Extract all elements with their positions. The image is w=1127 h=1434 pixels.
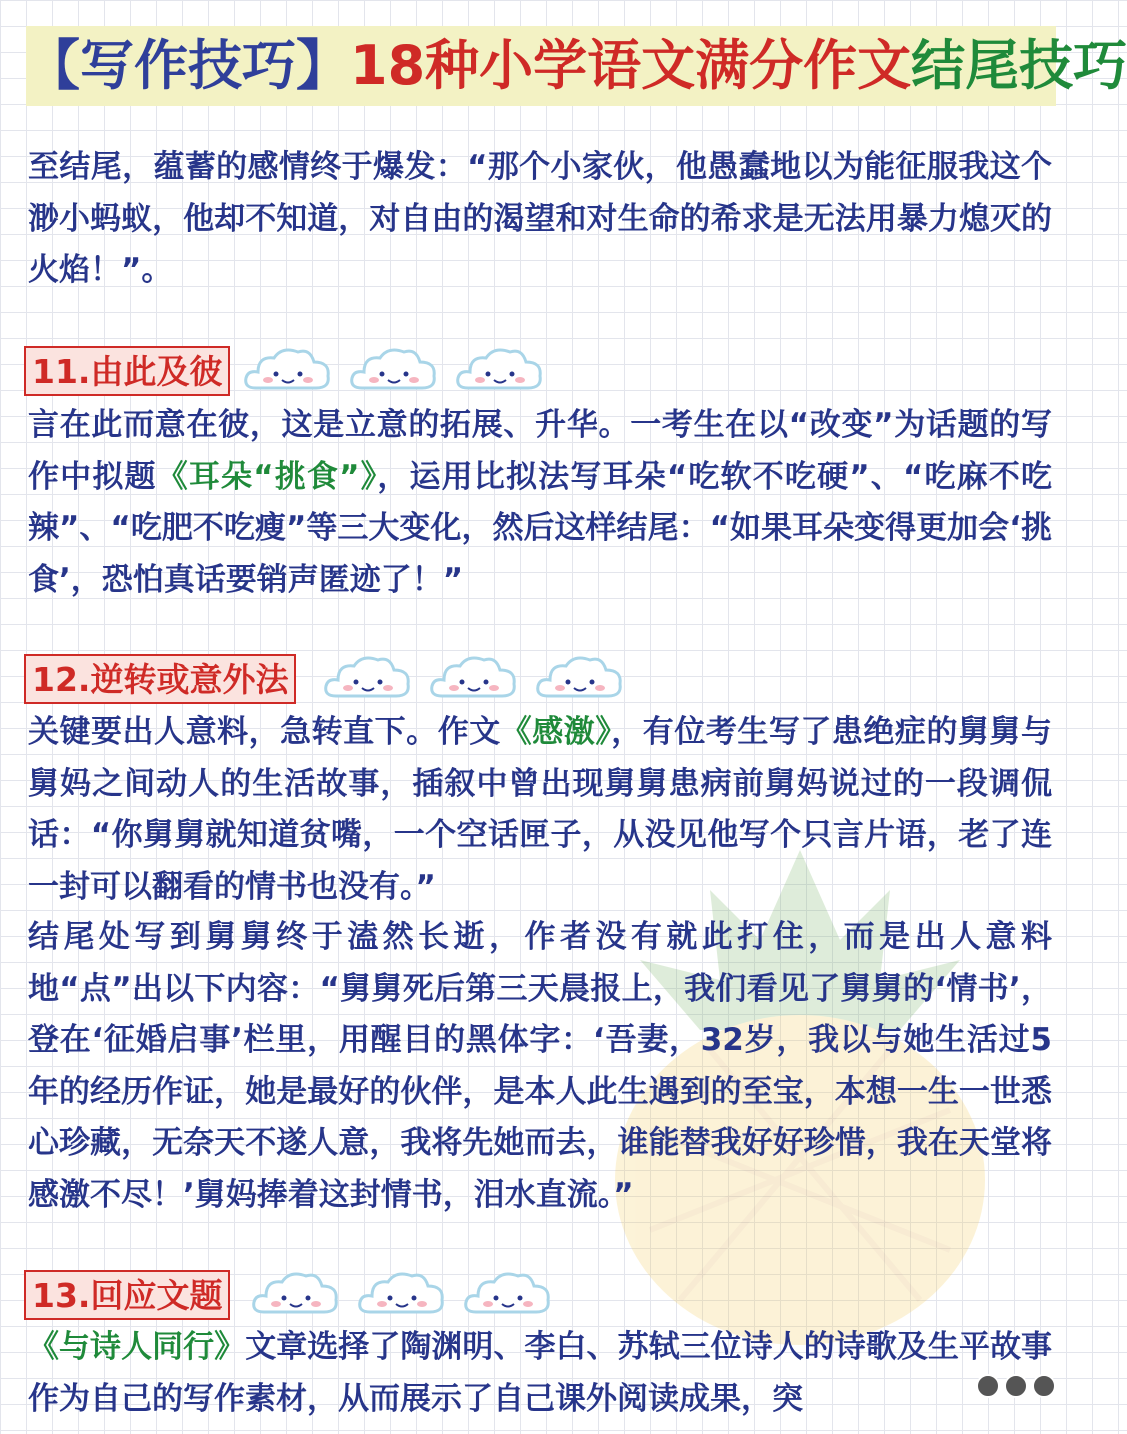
section-11-paragraph xyxy=(28,400,1052,606)
cloud-face-icon xyxy=(534,650,626,706)
cloud-face-icon xyxy=(348,342,440,398)
section-13-text-b: 文章选择了陶渊明、李白、苏轼三位诗人的诗歌及生平故事作为自己的写作素材，从而展示了自己课外阅读成果，突 xyxy=(28,1329,1052,1417)
cloud-face-icon xyxy=(242,342,334,398)
cloud-face-icon xyxy=(428,650,520,706)
title-prefix: 【写作技巧】 xyxy=(26,34,350,97)
cloud-decoration xyxy=(322,650,626,706)
cloud-decoration xyxy=(250,1266,554,1322)
cloud-face-icon xyxy=(250,1266,342,1322)
intro-paragraph: 至结尾，蕴蓄的感情终于爆发：“那个小家伙，他愚蠢地以为能征服我这个渺小蚂蚁，他却不知道，对自由的渴望和对生命的希求是无法用暴力熄灭的火焰！”。 xyxy=(28,149,1052,288)
avatar xyxy=(1004,1374,1028,1398)
avatar-strip xyxy=(976,1374,1056,1398)
section-13-essay-title: 《与诗人同行》 xyxy=(28,1329,246,1365)
page-title xyxy=(26,26,1127,106)
section-12-essay-title: 《感激》 xyxy=(500,714,612,750)
cloud-face-icon xyxy=(322,650,414,706)
cloud-face-icon xyxy=(454,342,546,398)
section-12-paragraph xyxy=(28,707,1052,913)
section-heading-13: 13.回应文题 xyxy=(24,1270,230,1320)
cloud-face-icon xyxy=(356,1266,448,1322)
section-11-text-a: 言在此而意在彼，这是立意的拓展、升华。一考生在以“改变”为话题的写作中拟题 xyxy=(28,407,1052,495)
cloud-decoration xyxy=(242,342,546,398)
section-12-text-b: ，有位考生写了患绝症的舅舅与舅妈之间动人的生活故事，插叙中曾出现舅舅患病前舅妈说过的一段调侃话：“你舅舅就知道贫嘴，一个空话匣子，从没见他写个只言片语，老了连一封可以翻看的情书也没有。” xyxy=(28,714,1052,905)
title-suffix: 结尾技巧 xyxy=(911,34,1127,97)
cloud-face-icon xyxy=(462,1266,554,1322)
avatar xyxy=(1032,1374,1056,1398)
section-heading-11: 11.由此及彼 xyxy=(24,346,230,396)
section-11-text-b: ，运用比拟法写耳朵“吃软不吃硬”、“吃麻不吃辣”、“吃肥不吃瘦”等三大变化，然后这样结尾：“如果耳朵变得更加会‘挑食’，恐怕真话要销声匿迹了！” xyxy=(28,458,1053,598)
section-13-paragraph xyxy=(28,1322,1052,1425)
section-heading-12: 12.逆转或意外法 xyxy=(24,654,296,704)
avatar xyxy=(976,1374,1000,1398)
section-11-essay-title: 《耳朵“挑食”》 xyxy=(156,458,378,495)
section-12-text-a: 关键要出人意料，急转直下。作文 xyxy=(28,714,501,750)
title-main: 18种小学语文满分作文 xyxy=(350,34,912,97)
section-12-paragraph-2: 结尾处写到舅舅终于溘然长逝，作者没有就此打住，而是出人意料地“点”出以下内容：“舅舅死后第三天晨报上，我们看见了舅舅的‘情书’，登在‘征婚启事’栏里，用醒目的黑体字：‘吾妻，32岁，我以与她生活过5年的经历作证，她是最好的伙伴，是本人此生遇到的至宝，本想一生一世悉心珍藏，无奈天不遂人意，我将先她而去，谁能替我好好珍惜，我在天堂将感激不尽！’舅妈捧着这封情书，泪水直流。” xyxy=(28,919,1052,1213)
